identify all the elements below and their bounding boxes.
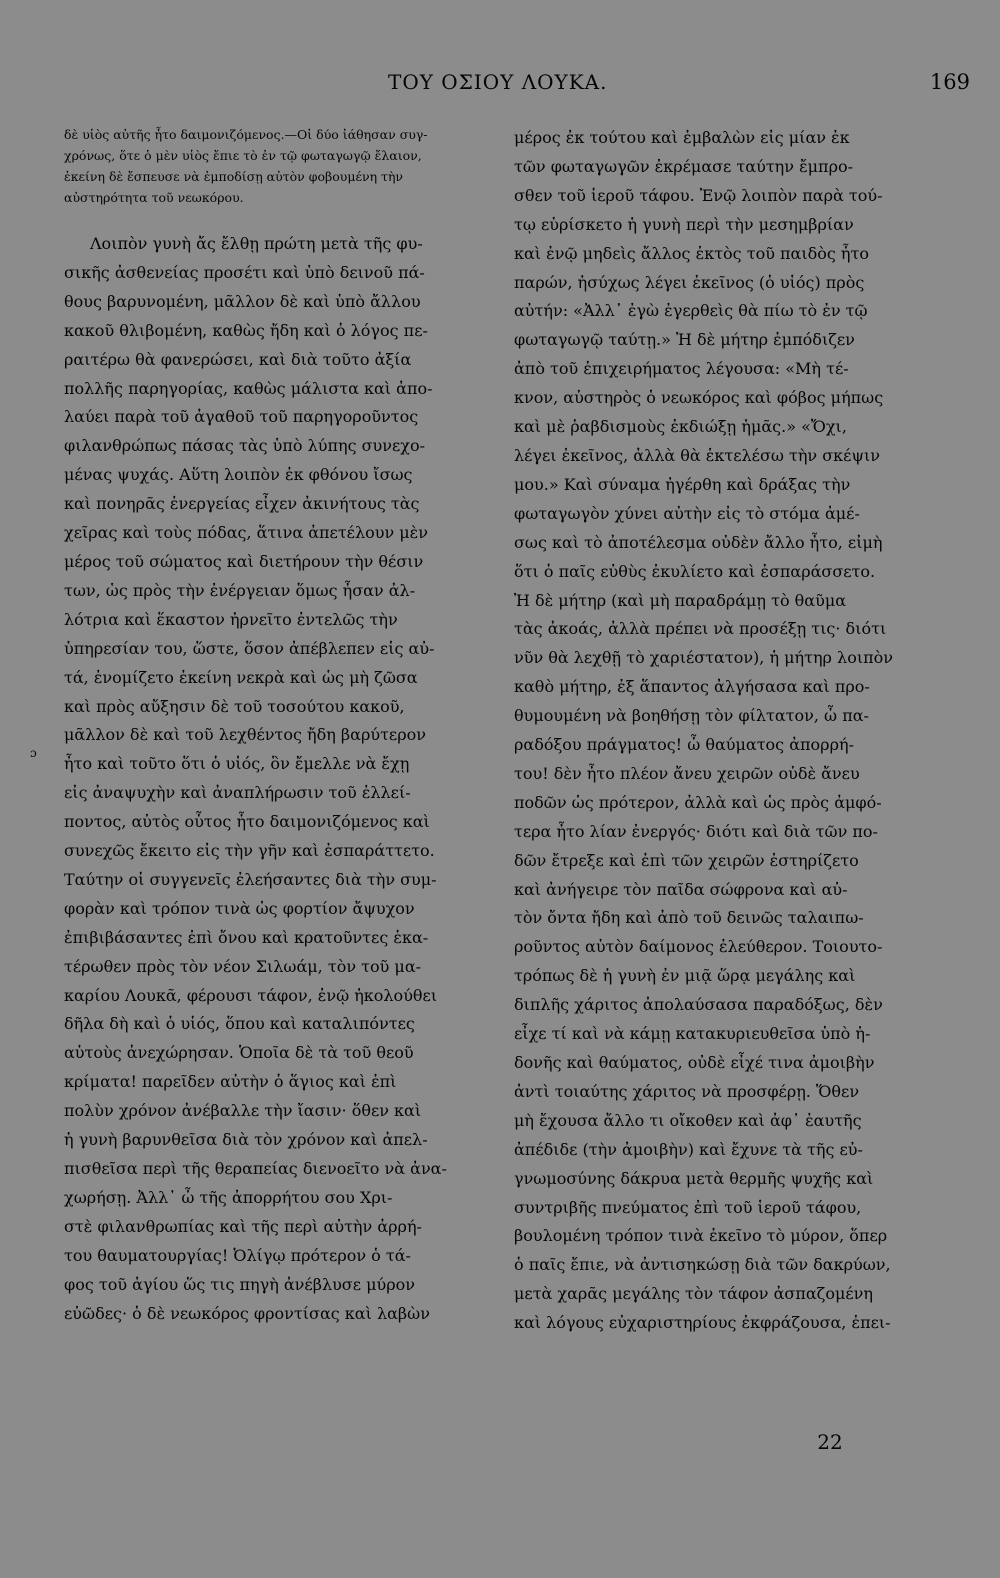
text-line: τρόπως δὲ ἡ γυνὴ ἐν μιᾷ ὥρᾳ μεγάλης καὶ <box>514 966 856 986</box>
text-line: γνωμοσύνης δάκρυα μετὰ θερμῆς ψυχῆς καὶ <box>514 1168 874 1188</box>
text-line: ροῦντος αὐτὸν δαίμονος ἐλεύθερον. Τοιουτο- <box>514 937 883 957</box>
text-line: ὁ παῖς ἔπιε, νὰ ἀντισηκώσῃ διὰ τῶν δακρύων, <box>514 1255 891 1275</box>
margin-mark: ɔ <box>30 746 37 760</box>
text-line: κνον, αὐστηρὸς ὁ νεωκόρος καὶ φόβος μήπως <box>514 388 884 408</box>
right-column <box>514 124 942 1338</box>
text-line: καὶ πονηρᾶς ἐνεργείας εἶχεν ἀκινήτους τὰς <box>64 494 420 514</box>
text-line: αὐτοὺς ἀνεχώρησαν. Ὁποῖα δὲ τὰ τοῦ θεοῦ <box>64 1043 414 1063</box>
text-line: ποντος, αὐτὸς οὗτος ἦτο δαιμονιζόμενος καὶ <box>64 812 430 832</box>
text-line: τῶν φωταγωγῶν ἐκρέμασε ταύτην ἔμπρο- <box>514 156 854 176</box>
text-line: ποδῶν ὡς πρότερον, ἀλλὰ καὶ ὡς πρὸς ἀμφό- <box>514 792 882 812</box>
text-line: παρών, ἡσύχως λέγει ἐκεῖνος (ὁ υἱός) πρὸς <box>514 272 865 292</box>
text-line: μὴ ἔχουσα ἄλλο τι οἴκοθεν καὶ ἀφ᾽ ἑαυτῆς <box>514 1110 862 1130</box>
text-line: ἡ γυνὴ βαρυνθεῖσα διὰ τὸν χρόνον καὶ ἀπελ- <box>64 1130 428 1150</box>
footnote <box>64 124 492 208</box>
text-line: διπλῆς χάριτος ἀπολαύσασα παραδόξως, δὲν <box>514 995 883 1015</box>
text-line: φορὰν καὶ τρόπον τινὰ ὡς φορτίον ἄψυχον <box>64 898 415 918</box>
text-line: κακοῦ θλιβομένη, καθὼς ἤδη καὶ ὁ λόγος πε- <box>64 320 428 340</box>
text-line: καὶ ἀνήγειρε τὸν παῖδα σώφρονα καὶ αὐ- <box>514 879 848 899</box>
text-line: εἶχε τί καὶ νὰ κάμῃ κατακυριευθεῖσα ὑπὸ ἡ- <box>514 1024 871 1044</box>
text-line: μᾶλλον δὲ καὶ τοῦ λεχθέντος ἤδη βαρύτερον <box>64 725 426 745</box>
text-line: μετὰ χαρᾶς μεγάλης τὸν τάφον ἀσπαζομένη <box>514 1284 873 1304</box>
text-line: στὲ φιλανθρωπίας καὶ τῆς περὶ αὐτὴν ἀρρή- <box>64 1216 422 1236</box>
text-line: ἀπὸ τοῦ ἐπιχειρήματος λέγουσα: «Μὴ τέ- <box>514 359 849 379</box>
page-number: 169 <box>929 70 970 94</box>
text-line: τέρωθεν πρὸς τὸν νέον Σιλωάμ, τὸν τοῦ μα- <box>64 956 422 976</box>
text-line: τὰς ἀκοάς, ἀλλὰ πρέπει νὰ προσέξῃ τις· διότι <box>514 619 887 639</box>
text-line: βουλομένη τρόπον τινὰ ἐκεῖνο τὸ μύρον, ὅπερ <box>514 1226 888 1246</box>
text-line: Ἡ δὲ μήτηρ (καὶ μὴ παραδράμῃ τὸ θαῦμα <box>514 590 847 610</box>
text-line: δῆλα δὴ καὶ ὁ υἱός, ὅπου καὶ καταλιπόντες <box>64 1014 415 1034</box>
footnote-spacer <box>64 208 492 230</box>
text-line: ὑπηρεσίαν του, ὥστε, ὅσον ἀπέβλεπεν εἰς αὐ- <box>64 638 435 658</box>
text-line: τερα ἦτο λίαν ἐνεργός· διότι καὶ διὰ τῶν πο- <box>514 821 878 841</box>
footnote-line: αὐστηρότητα τοῦ νεωκόρου. <box>64 190 244 205</box>
text-line: ραδόξου πράγματος! ὦ θαύματος ἀπορρή- <box>514 735 854 755</box>
footnote-line: δὲ υἱὸς αὐτῆς ἦτο δαιμονιζόμενος.—Οἱ δύο ἰάθησαν συγ- <box>64 127 428 142</box>
text-line: Ταύτην οἱ συγγενεῖς ἐλεήσαντες διὰ τὴν συμ- <box>64 869 437 889</box>
text-line: σθεν τοῦ ἱεροῦ τάφου. Ἐνῷ λοιπὸν παρὰ τού- <box>514 185 883 205</box>
text-line: λότρια καὶ ἕκαστον ἠρνεῖτο ἐντελῶς τὴν <box>64 609 398 629</box>
text-line: συντριβῆς πνεύματος ἐπὶ τοῦ ἱεροῦ τάφου, <box>514 1197 862 1217</box>
left-body-text <box>64 230 492 1328</box>
footnote-line: ἐκείνη δὲ ἔσπευσε νὰ ἐμποδίσῃ αὐτὸν φοβουμένη τὴν <box>64 169 404 184</box>
text-line: μέρος ἐκ τούτου καὶ ἐμβαλὼν εἰς μίαν ἐκ <box>514 128 850 147</box>
text-line: φος τοῦ ἁγίου ὥς τις πηγὴ ἀνέβλυσε μύρον <box>64 1274 415 1294</box>
text-line: καὶ ἐνῷ μηδεὶς ἄλλος ἐκτὸς τοῦ παιδὸς ἦτο <box>514 243 869 263</box>
text-line: ἦτο καὶ τοῦτο ὅτι ὁ υἱός, ὃν ἔμελλε νὰ ἔχῃ <box>64 754 410 774</box>
text-line: καὶ μὲ ῥαβδισμοὺς ἐκδιώξῃ ἡμᾶς.» «Ὄχι, <box>514 417 847 437</box>
signature-mark: 22 <box>817 1430 843 1454</box>
text-line: τῳ εὑρίσκετο ἡ γυνὴ περὶ τὴν μεσημβρίαν <box>514 214 854 234</box>
text-line: φιλανθρώπως πάσας τὰς ὑπὸ λύπης συνεχο- <box>64 436 426 456</box>
text-line: πολλῆς παρηγορίας, καθὼς μάλιστα καὶ ἀπο- <box>64 378 433 398</box>
text-line: πολὺν χρόνον ἀνέβαλλε τὴν ἴασιν· ὅθεν καὶ <box>64 1101 422 1121</box>
text-line: λαύει παρὰ τοῦ ἀγαθοῦ τοῦ παρηγοροῦντος <box>64 407 419 427</box>
text-line: λέγει ἐκεῖνος, ἀλλὰ θὰ ἐκτελέσω τὴν σκέψιν <box>514 445 880 465</box>
text-line: συνεχῶς ἔκειτο εἰς τὴν γῆν καὶ ἐσπαράττετο. <box>64 841 435 861</box>
text-line: εὐῶδες· ὁ δὲ νεωκόρος φροντίσας καὶ λαβὼν <box>64 1303 430 1323</box>
text-line: ἐπιβιβάσαντες ἐπὶ ὄνου καὶ κρατοῦντες ἑκα- <box>64 927 429 947</box>
text-line: Λοιπὸν γυνὴ ἄς ἔλθῃ πρώτη μετὰ τῆς φυ- <box>90 234 423 253</box>
text-line: του! δὲν ἦτο πλέον ἄνευ χειρῶν οὐδὲ ἄνευ <box>514 763 860 783</box>
text-line: μου.» Καὶ σύναμα ἠγέρθη καὶ δράξας τὴν <box>514 474 851 494</box>
text-line: σικῆς ἀσθενείας προσέτι καὶ ὑπὸ δεινοῦ πά- <box>64 262 425 282</box>
text-line: των, ὡς πρὸς τὴν ἐνέργειαν ὅμως ἦσαν ἀλ- <box>64 580 416 600</box>
text-line: δονῆς καὶ θαύματος, οὐδὲ εἶχέ τινα ἀμοιβὴν <box>514 1053 875 1072</box>
text-line: καρίου Λουκᾶ, φέρουσι τάφον, ἐνῷ ἠκολούθει <box>64 985 438 1005</box>
text-line: του θαυματουργίας! Ὀλίγῳ πρότερον ὁ τά- <box>64 1245 411 1265</box>
text-line: πισθεῖσα περὶ τῆς θεραπείας διενοεῖτο νὰ ἀνα- <box>64 1159 447 1178</box>
running-title: ΤΟΥ ΟΣΙΟΥ ΛΟΥΚΑ. <box>388 70 608 94</box>
text-line: καθὸ μήτηρ, ἐξ ἅπαντος ἀλγήσασα καὶ προ- <box>514 677 870 697</box>
text-line: ἀπέδιδε (τὴν ἀμοιβὴν) καὶ ἔχυνε τὰ τῆς εὐ- <box>514 1139 863 1159</box>
text-line: καὶ πρὸς αὔξησιν δὲ τοῦ τοσούτου κακοῦ, <box>64 696 405 716</box>
text-line: δῶν ἔτρεξε καὶ ἐπὶ τῶν χειρῶν ἐστηρίζετο <box>514 850 859 870</box>
text-line: ραιτέρω θὰ φανερώσει, καὶ διὰ τοῦτο ἀξία <box>64 349 412 369</box>
text-line: εἰς ἀναψυχὴν καὶ ἀναπλήρωσιν τοῦ ἐλλεί- <box>64 783 411 803</box>
text-line: χωρήσῃ. Ἀλλ᾽ ὦ τῆς ἀπορρήτου σου Χρι- <box>64 1187 393 1207</box>
text-line: ὅτι ὁ παῖς εὐθὺς ἐκυλίετο καὶ ἐσπαράσσετο. <box>514 561 876 581</box>
footnote-line: χρόνως, ὅτε ὁ μὲν υἱὸς ἔπιε τὸ ἐν τῷ φωταγωγῷ ἔλαιον, <box>64 148 422 163</box>
text-line: φωταγωγὸν χύνει αὐτὴν εἰς τὸ στόμα ἀμέ- <box>514 503 860 523</box>
text-line: τά, ἐνομίζετο ἐκείνη νεκρὰ καὶ ὡς μὴ ζῶσα <box>64 667 418 687</box>
text-line: ἀντὶ τοιαύτης χάριτος νὰ προσφέρῃ. Ὅθεν <box>514 1081 860 1101</box>
text-line: χεῖρας καὶ τοὺς πόδας, ἅτινα ἀπετέλουν μὲν <box>64 523 428 543</box>
text-line: φωταγωγῷ ταύτῃ.» Ἡ δὲ μήτηρ ἐμπόδιζεν <box>514 330 855 350</box>
text-line: μέρος τοῦ σώματος καὶ διετήρουν τὴν θέσιν <box>64 551 424 571</box>
text-line: κρίματα! παρεῖδεν αὐτὴν ὁ ἅγιος καὶ ἐπὶ <box>64 1072 397 1092</box>
left-column <box>64 124 492 1328</box>
text-line: μένας ψυχάς. Αὕτη λοιπὸν ἐκ φθόνου ἴσως <box>64 465 413 485</box>
text-line: αὐτήν: «Ἀλλ᾽ ἐγὼ ἐγερθεὶς θὰ πίω τὸ ἐν τῷ <box>514 301 868 321</box>
text-line: θους βαρυνομένη, μᾶλλον δὲ καὶ ὑπὸ ἄλλου <box>64 291 421 311</box>
text-line: νῦν θὰ λεχθῇ τὸ χαριέστατον), ἡ μήτηρ λοιπὸν <box>514 648 893 668</box>
text-line: θυμουμένη νὰ βοηθήσῃ τὸν φίλτατον, ὦ πα- <box>514 706 869 726</box>
text-line: τὸν ὄντα ἤδη καὶ ἀπὸ τοῦ δεινῶς ταλαιπω- <box>514 908 864 928</box>
text-line: σως καὶ τὸ ἀποτέλεσμα οὐδὲν ἄλλο ἦτο, εἰμὴ <box>514 532 883 552</box>
text-line: καὶ λόγους εὐχαριστηρίους ἐκφράζουσα, ἐπει- <box>514 1313 891 1333</box>
